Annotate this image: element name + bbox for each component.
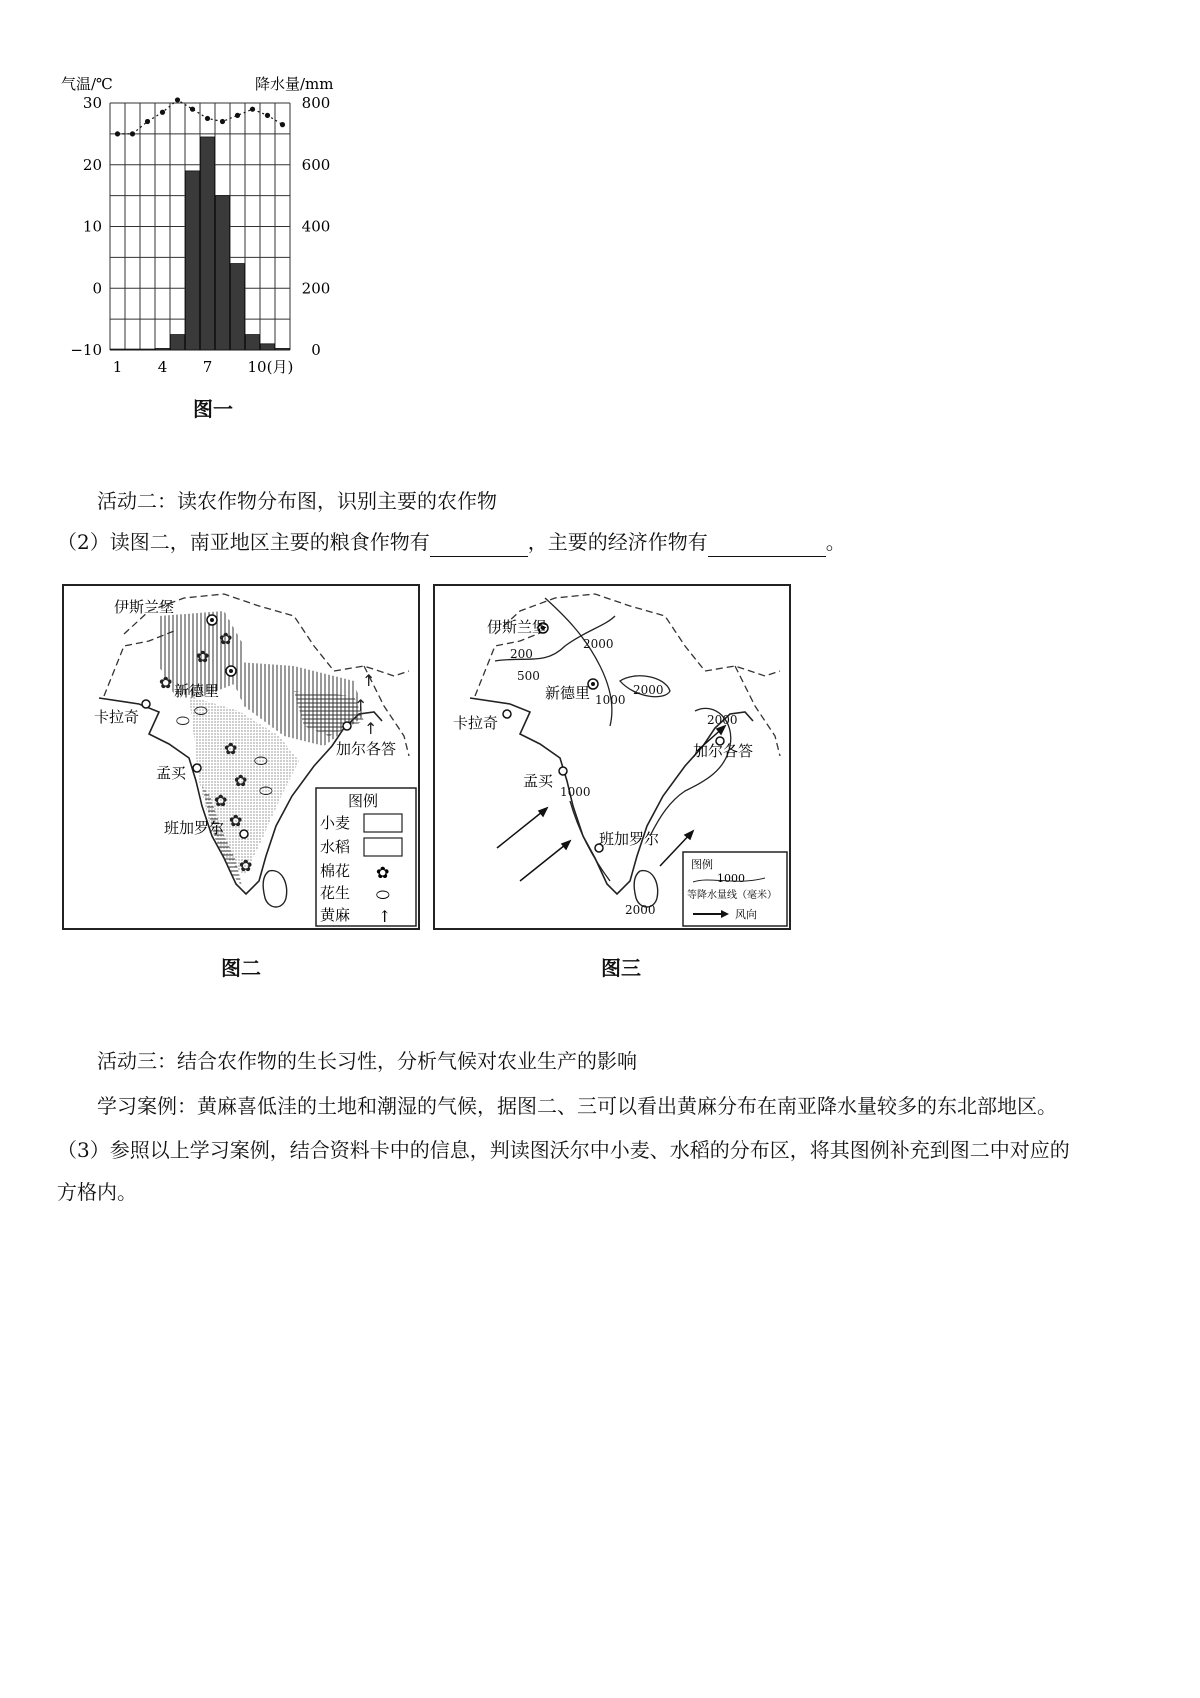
learning-case-text: 学习案例：黄麻喜低洼的土地和潮湿的气候，据图二、三可以看出黄麻分布在南亚降水量较多的东北部地区。 [97, 1094, 1057, 1118]
food-crops-answer-blank[interactable] [430, 534, 528, 557]
precipitation-map-drawing [435, 586, 789, 928]
month-tick-label: 7 [202, 358, 213, 376]
isohyet-label: 200 [510, 647, 533, 661]
temperature-point [280, 122, 285, 127]
legend-rice-label: 水稻 [320, 838, 351, 856]
legend-cotton-label: 棉花 [320, 862, 351, 880]
cotton-icon: ✿ [224, 739, 238, 758]
cotton-icon: ✿ [239, 856, 253, 875]
city-label-new-delhi: 新德里 [174, 682, 220, 700]
cotton-icon: ✿ [214, 791, 228, 810]
jute-icon: ↑ [354, 696, 368, 715]
chart-grid [110, 103, 290, 350]
precipitation-bar [141, 349, 155, 350]
precipitation-tick-label: 400 [301, 217, 331, 236]
month-tick-label: 10(月) [247, 358, 294, 376]
kolkata-marker [343, 722, 351, 730]
figure3-caption: 图三 [601, 956, 641, 980]
temperature-point [235, 113, 240, 118]
legend-title: 图例 [348, 792, 379, 810]
karachi-marker [142, 700, 150, 708]
temperature-axis-label: 气温/℃ [61, 75, 113, 93]
precipitation-bar [276, 348, 290, 350]
isohyet-label: 2000 [625, 903, 656, 917]
question-3-line1: （3）参照以上学习案例，结合资料卡中的信息，判读图沃尔中小麦、水稻的分布区，将其图例补充到图二中对应的 [57, 1138, 1070, 1162]
precipitation-bar [156, 348, 170, 350]
precipitation-tick-label: 0 [311, 341, 321, 359]
temperature-point [130, 131, 135, 136]
legend-peanut-label: 花生 [320, 884, 351, 902]
legend-rice-blank-box[interactable] [364, 838, 402, 856]
precipitation-bar [246, 335, 260, 350]
city-label-kolkata: 加尔各答 [693, 742, 754, 760]
legend-isohyet-text: 等降水量线（毫米） [687, 890, 777, 901]
precipitation-bar [186, 171, 200, 350]
temperature-point [250, 107, 255, 112]
crop-map-drawing [64, 586, 418, 928]
figure1-caption: 图一 [193, 397, 233, 421]
question-2 [57, 527, 846, 557]
temperature-point [160, 110, 165, 115]
temperature-tick-label: 20 [82, 155, 102, 174]
isohyet-label: 2000 [633, 683, 664, 697]
karachi-marker [503, 710, 511, 718]
city-label-islamabad: 伊斯兰堡 [114, 598, 175, 616]
precipitation-legend [683, 852, 787, 926]
climate-chart [55, 65, 375, 395]
wind-arrow-head [562, 841, 570, 849]
temperature-point [145, 119, 150, 124]
isohyet-label: 1000 [595, 693, 626, 707]
temperature-point [115, 131, 120, 136]
legend-wheat-blank-box[interactable] [364, 814, 402, 832]
bangalore-marker [240, 830, 248, 838]
legend-isohyet-value: 1000 [717, 872, 745, 885]
mumbai-marker [559, 767, 567, 775]
city-label-mumbai: 孟买 [523, 772, 554, 790]
peanut-icon: ⬭ [254, 751, 268, 770]
month-tick-label: 1 [112, 358, 123, 376]
precipitation-bar [216, 196, 230, 350]
precipitation-bar [111, 349, 125, 350]
precipitation-tick-label: 200 [301, 279, 331, 298]
peanut-icon: ⬭ [176, 711, 190, 730]
city-label-islamabad: 伊斯兰堡 [487, 618, 548, 636]
question-2-text-a: （2）读图二，南亚地区主要的粮食作物有 [57, 530, 430, 554]
precipitation-bar [126, 349, 140, 350]
sri-lanka-outline [263, 871, 287, 907]
peanut-icon: ⬭ [194, 701, 208, 720]
activity3-title: 活动三：结合农作物的生长习性，分析气候对农业生产的影响 [97, 1049, 637, 1073]
jute-icon: ↑ [364, 719, 378, 738]
isohyet-line [650, 708, 731, 836]
islamabad-marker-dot [210, 618, 214, 622]
city-label-new-delhi: 新德里 [545, 684, 591, 702]
temperature-point [265, 113, 270, 118]
crop-legend [316, 788, 416, 926]
city-label-karachi: 卡拉奇 [453, 714, 499, 732]
legend-jute-label: 黄麻 [320, 906, 351, 924]
wind-arrow [520, 841, 570, 881]
precipitation-bar [201, 137, 215, 350]
peanut-icon: ⬭ [259, 781, 273, 800]
temperature-point [205, 116, 210, 121]
temperature-tick-label: −10 [70, 341, 102, 359]
western-border [475, 631, 545, 696]
temperature-point [175, 97, 180, 102]
cotton-icon: ✿ [219, 629, 233, 648]
temperature-point [190, 107, 195, 112]
city-label-karachi: 卡拉奇 [94, 708, 140, 726]
isohyet-label: 2000 [707, 713, 738, 727]
jute-icon: ↑ [362, 671, 376, 690]
question-3-line2: 方格内。 [57, 1180, 137, 1204]
city-label-bangalore: 班加罗尔 [599, 830, 660, 848]
figure2-caption: 图二 [221, 956, 261, 980]
temperature-point [220, 119, 225, 124]
temperature-tick-label: 30 [82, 94, 102, 112]
city-label-bangalore: 班加罗尔 [164, 819, 225, 837]
legend-wind-text: 风向 [735, 908, 757, 921]
crop-distribution-map [62, 584, 420, 930]
peanut-icon: ⬭ [376, 885, 390, 904]
question-2-text-end: 。 [825, 530, 846, 554]
cotton-icon: ✿ [229, 811, 243, 830]
sri-lanka-outline [634, 871, 658, 907]
isohyet-label: 1000 [560, 785, 591, 799]
precipitation-bar [261, 344, 275, 350]
precipitation-tick-label: 600 [301, 155, 331, 174]
cotton-icon: ✿ [196, 647, 210, 666]
precipitation-bar [171, 335, 185, 350]
cotton-icon: ✿ [376, 863, 390, 882]
isohyet-label: 2000 [583, 637, 614, 651]
cotton-icon: ✿ [234, 771, 248, 790]
question-2-text-b: ，主要的经济作物有 [527, 530, 708, 554]
new-delhi-marker-dot [229, 669, 233, 673]
precipitation-bar [231, 264, 245, 350]
new-delhi-marker-dot [591, 682, 595, 686]
precipitation-map [433, 584, 791, 930]
activity2-title: 活动二：读农作物分布图，识别主要的农作物 [97, 489, 497, 513]
precipitation-axis-label: 降水量/mm [255, 75, 334, 93]
mumbai-marker [193, 764, 201, 772]
cotton-icon: ✿ [159, 673, 173, 692]
isohyet-label: 500 [517, 669, 540, 683]
temperature-tick-label: 10 [82, 217, 102, 236]
cash-crops-answer-blank[interactable] [708, 534, 826, 557]
city-label-mumbai: 孟买 [156, 764, 187, 782]
month-tick-label: 4 [157, 358, 168, 376]
city-label-kolkata: 加尔各答 [336, 740, 397, 758]
wind-arrow-head [539, 808, 547, 816]
temperature-tick-label: 0 [92, 279, 102, 298]
legend-wheat-label: 小麦 [320, 814, 351, 832]
wind-arrow [497, 808, 547, 848]
precipitation-tick-label: 800 [301, 94, 331, 112]
legend-title: 图例 [691, 858, 713, 871]
jute-icon: ↑ [378, 907, 392, 926]
